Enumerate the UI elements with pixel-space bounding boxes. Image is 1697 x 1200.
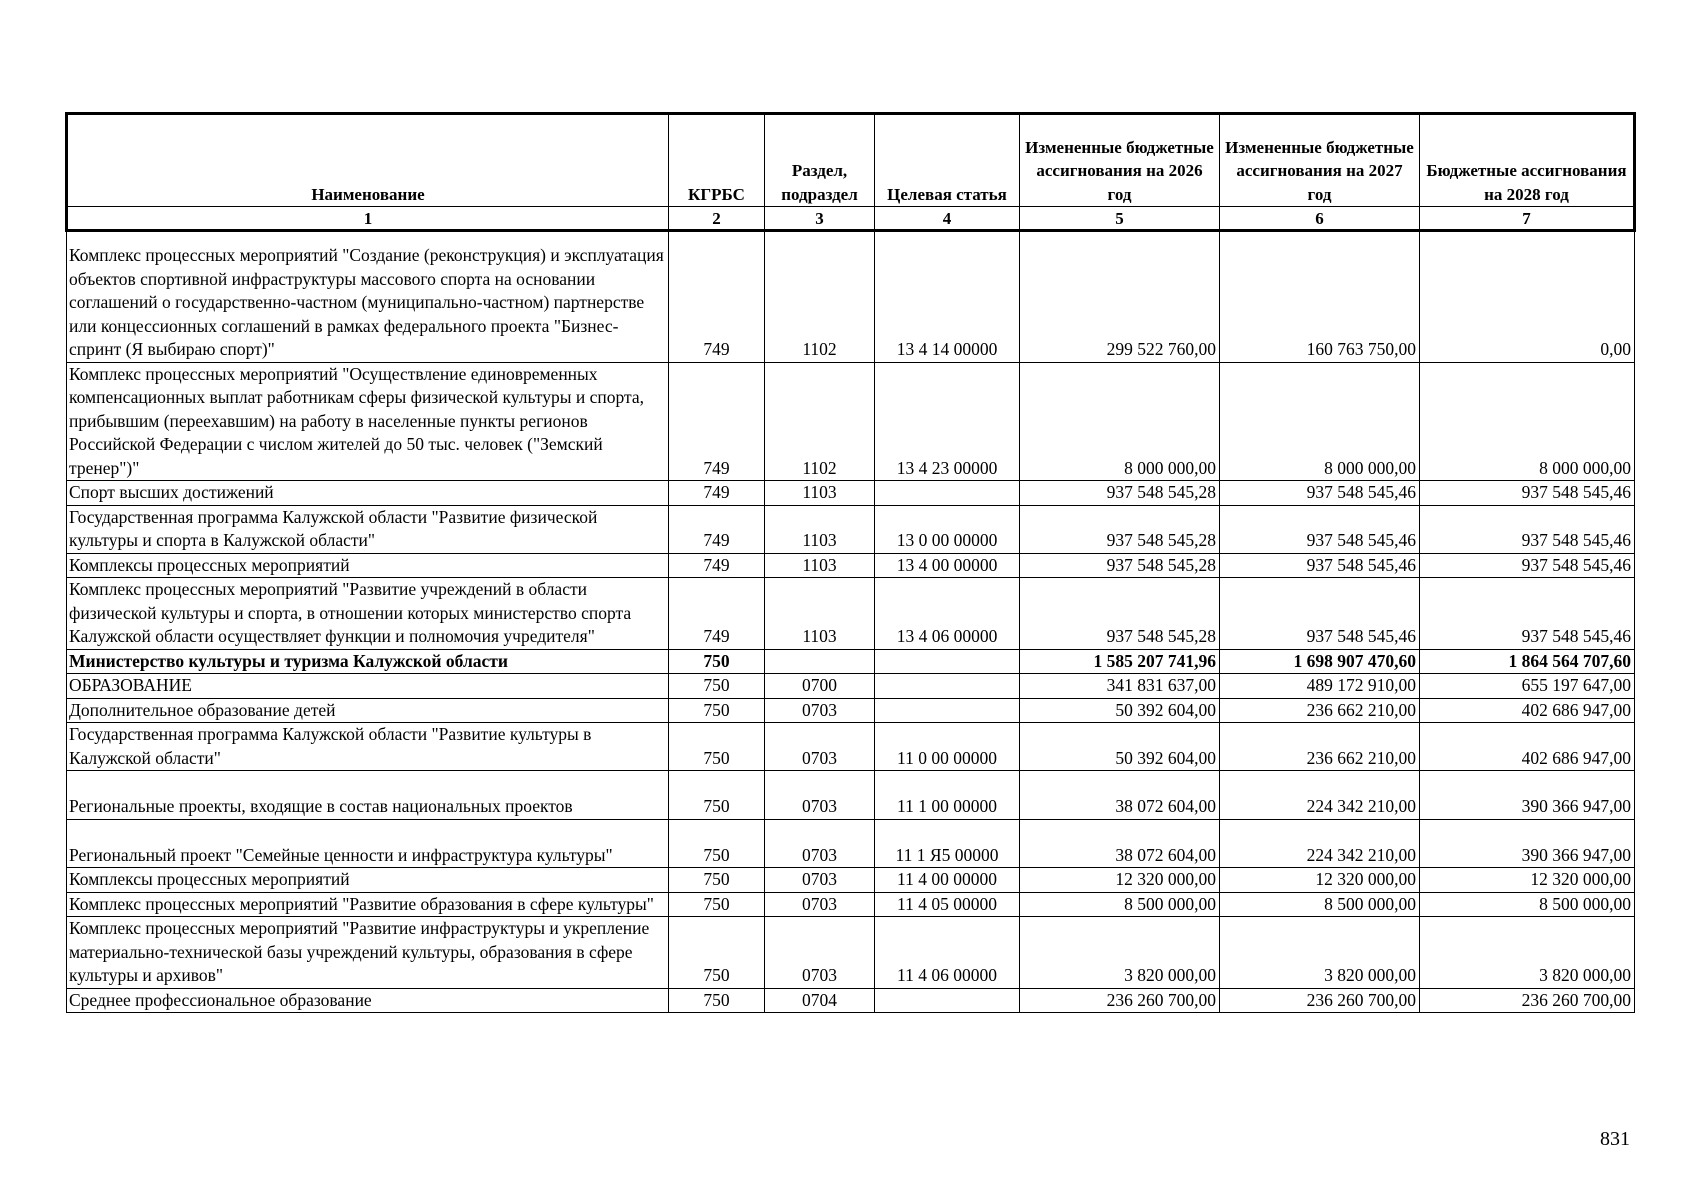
row-amount-2027: 3 820 000,00 <box>1220 917 1420 989</box>
table-row <box>67 892 1635 917</box>
row-target: 13 0 00 00000 <box>875 505 1020 553</box>
row-amount-2027: 12 320 000,00 <box>1220 868 1420 893</box>
row-target <box>875 988 1020 1013</box>
row-amount-2027: 8 000 000,00 <box>1220 362 1420 481</box>
row-amount-2027: 937 548 545,46 <box>1220 505 1420 553</box>
row-name: ОБРАЗОВАНИЕ <box>67 674 669 699</box>
row-name: Комплекс процессных мероприятий "Развитие образования в сфере культуры" <box>67 892 669 917</box>
header-section: Раздел, подраздел <box>765 114 875 207</box>
row-name: Министерство культуры и туризма Калужской области <box>67 649 669 674</box>
row-amount-2028: 937 548 545,46 <box>1420 553 1635 578</box>
header-row <box>67 114 1635 207</box>
row-name: Среднее профессиональное образование <box>67 988 669 1013</box>
row-kgrbs: 749 <box>669 578 765 650</box>
header-kgrbs: КГРБС <box>669 114 765 207</box>
row-kgrbs: 750 <box>669 917 765 989</box>
row-amount-2027: 8 500 000,00 <box>1220 892 1420 917</box>
row-section: 0703 <box>765 698 875 723</box>
column-number: 1 <box>67 207 669 231</box>
row-kgrbs: 749 <box>669 481 765 506</box>
row-target <box>875 698 1020 723</box>
row-kgrbs: 749 <box>669 362 765 481</box>
row-kgrbs: 750 <box>669 674 765 699</box>
row-amount-2028: 236 260 700,00 <box>1420 988 1635 1013</box>
row-section: 1103 <box>765 505 875 553</box>
row-target: 11 0 00 00000 <box>875 723 1020 771</box>
row-target <box>875 481 1020 506</box>
row-amount-2028: 12 320 000,00 <box>1420 868 1635 893</box>
table-row <box>67 505 1635 553</box>
row-amount-2026: 3 820 000,00 <box>1020 917 1220 989</box>
table-row <box>67 649 1635 674</box>
row-amount-2026: 50 392 604,00 <box>1020 698 1220 723</box>
row-amount-2026: 937 548 545,28 <box>1020 578 1220 650</box>
row-target: 13 4 00 00000 <box>875 553 1020 578</box>
row-amount-2028: 402 686 947,00 <box>1420 698 1635 723</box>
row-amount-2028: 3 820 000,00 <box>1420 917 1635 989</box>
table-row <box>67 578 1635 650</box>
row-section: 0703 <box>765 892 875 917</box>
row-amount-2027: 224 342 210,00 <box>1220 819 1420 868</box>
row-amount-2027: 937 548 545,46 <box>1220 481 1420 506</box>
header-name: Наименование <box>67 114 669 207</box>
column-number: 5 <box>1020 207 1220 231</box>
row-section <box>765 649 875 674</box>
row-name: Комплекс процессных мероприятий "Создание (реконструкция) и эксплуатация объектов спортивной инфраструктуры массового спорта на основании соглашений о государственно-частном (муниципально-частном) партнерстве или концессионных соглашений в рамках федерального проекта "Бизнес-спринт (Я выбираю спорт)" <box>67 231 669 363</box>
row-section: 0703 <box>765 917 875 989</box>
table-row <box>67 917 1635 989</box>
row-target <box>875 674 1020 699</box>
row-amount-2026: 299 522 760,00 <box>1020 231 1220 363</box>
row-kgrbs: 749 <box>669 231 765 363</box>
row-target: 11 1 Я5 00000 <box>875 819 1020 868</box>
table-row <box>67 553 1635 578</box>
row-amount-2027: 937 548 545,46 <box>1220 553 1420 578</box>
row-section: 1102 <box>765 231 875 363</box>
row-amount-2028: 937 548 545,46 <box>1420 578 1635 650</box>
row-amount-2026: 236 260 700,00 <box>1020 988 1220 1013</box>
row-amount-2028: 937 548 545,46 <box>1420 505 1635 553</box>
table-row <box>67 698 1635 723</box>
header-2028: Бюджетные ассигнования на 2028 год <box>1420 114 1635 207</box>
row-section: 1102 <box>765 362 875 481</box>
row-amount-2027: 236 662 210,00 <box>1220 723 1420 771</box>
row-amount-2026: 50 392 604,00 <box>1020 723 1220 771</box>
row-amount-2026: 937 548 545,28 <box>1020 505 1220 553</box>
row-name: Спорт высших достижений <box>67 481 669 506</box>
row-kgrbs: 750 <box>669 698 765 723</box>
table-row <box>67 362 1635 481</box>
row-section: 0703 <box>765 819 875 868</box>
row-name: Государственная программа Калужской области "Развитие физической культуры и спорта в Калужской области" <box>67 505 669 553</box>
row-amount-2028: 0,00 <box>1420 231 1635 363</box>
row-section: 0703 <box>765 868 875 893</box>
row-amount-2026: 1 585 207 741,96 <box>1020 649 1220 674</box>
row-target: 13 4 23 00000 <box>875 362 1020 481</box>
row-amount-2026: 8 000 000,00 <box>1020 362 1220 481</box>
row-amount-2028: 937 548 545,46 <box>1420 481 1635 506</box>
row-amount-2027: 236 662 210,00 <box>1220 698 1420 723</box>
row-kgrbs: 749 <box>669 553 765 578</box>
row-kgrbs: 750 <box>669 892 765 917</box>
header-2027: Измененные бюджетные ассигнования на 2027 год <box>1220 114 1420 207</box>
row-kgrbs: 750 <box>669 771 765 820</box>
table-row <box>67 868 1635 893</box>
row-amount-2028: 390 366 947,00 <box>1420 771 1635 820</box>
table-row <box>67 674 1635 699</box>
row-name: Региональный проект "Семейные ценности и инфраструктура культуры" <box>67 819 669 868</box>
row-amount-2028: 402 686 947,00 <box>1420 723 1635 771</box>
row-amount-2027: 489 172 910,00 <box>1220 674 1420 699</box>
row-section: 0703 <box>765 723 875 771</box>
header-2026: Измененные бюджетные ассигнования на 2026 год <box>1020 114 1220 207</box>
row-section: 1103 <box>765 553 875 578</box>
row-amount-2027: 937 548 545,46 <box>1220 578 1420 650</box>
row-target: 11 1 00 00000 <box>875 771 1020 820</box>
row-name: Государственная программа Калужской области "Развитие культуры в Калужской области" <box>67 723 669 771</box>
row-kgrbs: 749 <box>669 505 765 553</box>
column-number: 6 <box>1220 207 1420 231</box>
row-kgrbs: 750 <box>669 988 765 1013</box>
budget-table <box>65 112 1636 1013</box>
table-row <box>67 819 1635 868</box>
table-row <box>67 988 1635 1013</box>
page-number: 831 <box>1600 1128 1630 1150</box>
column-number-row <box>67 207 1635 231</box>
row-amount-2027: 160 763 750,00 <box>1220 231 1420 363</box>
row-amount-2026: 937 548 545,28 <box>1020 553 1220 578</box>
row-amount-2027: 1 698 907 470,60 <box>1220 649 1420 674</box>
row-amount-2026: 8 500 000,00 <box>1020 892 1220 917</box>
row-name: Комплекс процессных мероприятий "Развитие инфраструктуры и укрепление материально-технической базы учреждений культуры, образования в сфере культуры и архивов" <box>67 917 669 989</box>
row-section: 1103 <box>765 481 875 506</box>
column-number: 7 <box>1420 207 1635 231</box>
row-amount-2028: 8 500 000,00 <box>1420 892 1635 917</box>
row-kgrbs: 750 <box>669 649 765 674</box>
row-target: 11 4 00 00000 <box>875 868 1020 893</box>
column-number: 3 <box>765 207 875 231</box>
row-target: 13 4 14 00000 <box>875 231 1020 363</box>
row-kgrbs: 750 <box>669 723 765 771</box>
row-name: Комплексы процессных мероприятий <box>67 868 669 893</box>
row-section: 1103 <box>765 578 875 650</box>
row-amount-2026: 341 831 637,00 <box>1020 674 1220 699</box>
row-amount-2026: 38 072 604,00 <box>1020 819 1220 868</box>
row-name: Комплекс процессных мероприятий "Осуществление единовременных компенсационных выплат работникам сферы физической культуры и спорта, прибывшим (переехавшим) на работу в населенные пункты регионов Российской Федерации с числом жителей до 50 тыс. человек ("Земский тренер")" <box>67 362 669 481</box>
row-name: Комплексы процессных мероприятий <box>67 553 669 578</box>
row-amount-2028: 655 197 647,00 <box>1420 674 1635 699</box>
row-amount-2027: 236 260 700,00 <box>1220 988 1420 1013</box>
row-section: 0700 <box>765 674 875 699</box>
column-number: 2 <box>669 207 765 231</box>
table-row <box>67 481 1635 506</box>
row-name: Комплекс процессных мероприятий "Развитие учреждений в области физической культуры и спорта, в отношении которых министерство спорта Калужской области осуществляет функции и полномочия учредителя" <box>67 578 669 650</box>
row-name: Региональные проекты, входящие в состав национальных проектов <box>67 771 669 820</box>
row-target: 13 4 06 00000 <box>875 578 1020 650</box>
row-amount-2026: 38 072 604,00 <box>1020 771 1220 820</box>
row-amount-2026: 12 320 000,00 <box>1020 868 1220 893</box>
table-row <box>67 723 1635 771</box>
column-number: 4 <box>875 207 1020 231</box>
row-amount-2028: 8 000 000,00 <box>1420 362 1635 481</box>
row-amount-2027: 224 342 210,00 <box>1220 771 1420 820</box>
row-amount-2028: 390 366 947,00 <box>1420 819 1635 868</box>
row-kgrbs: 750 <box>669 868 765 893</box>
row-name: Дополнительное образование детей <box>67 698 669 723</box>
row-target: 11 4 05 00000 <box>875 892 1020 917</box>
header-target: Целевая статья <box>875 114 1020 207</box>
row-target <box>875 649 1020 674</box>
row-section: 0703 <box>765 771 875 820</box>
row-section: 0704 <box>765 988 875 1013</box>
row-amount-2026: 937 548 545,28 <box>1020 481 1220 506</box>
table-row <box>67 231 1635 363</box>
row-target: 11 4 06 00000 <box>875 917 1020 989</box>
row-amount-2028: 1 864 564 707,60 <box>1420 649 1635 674</box>
table-row <box>67 771 1635 820</box>
row-kgrbs: 750 <box>669 819 765 868</box>
